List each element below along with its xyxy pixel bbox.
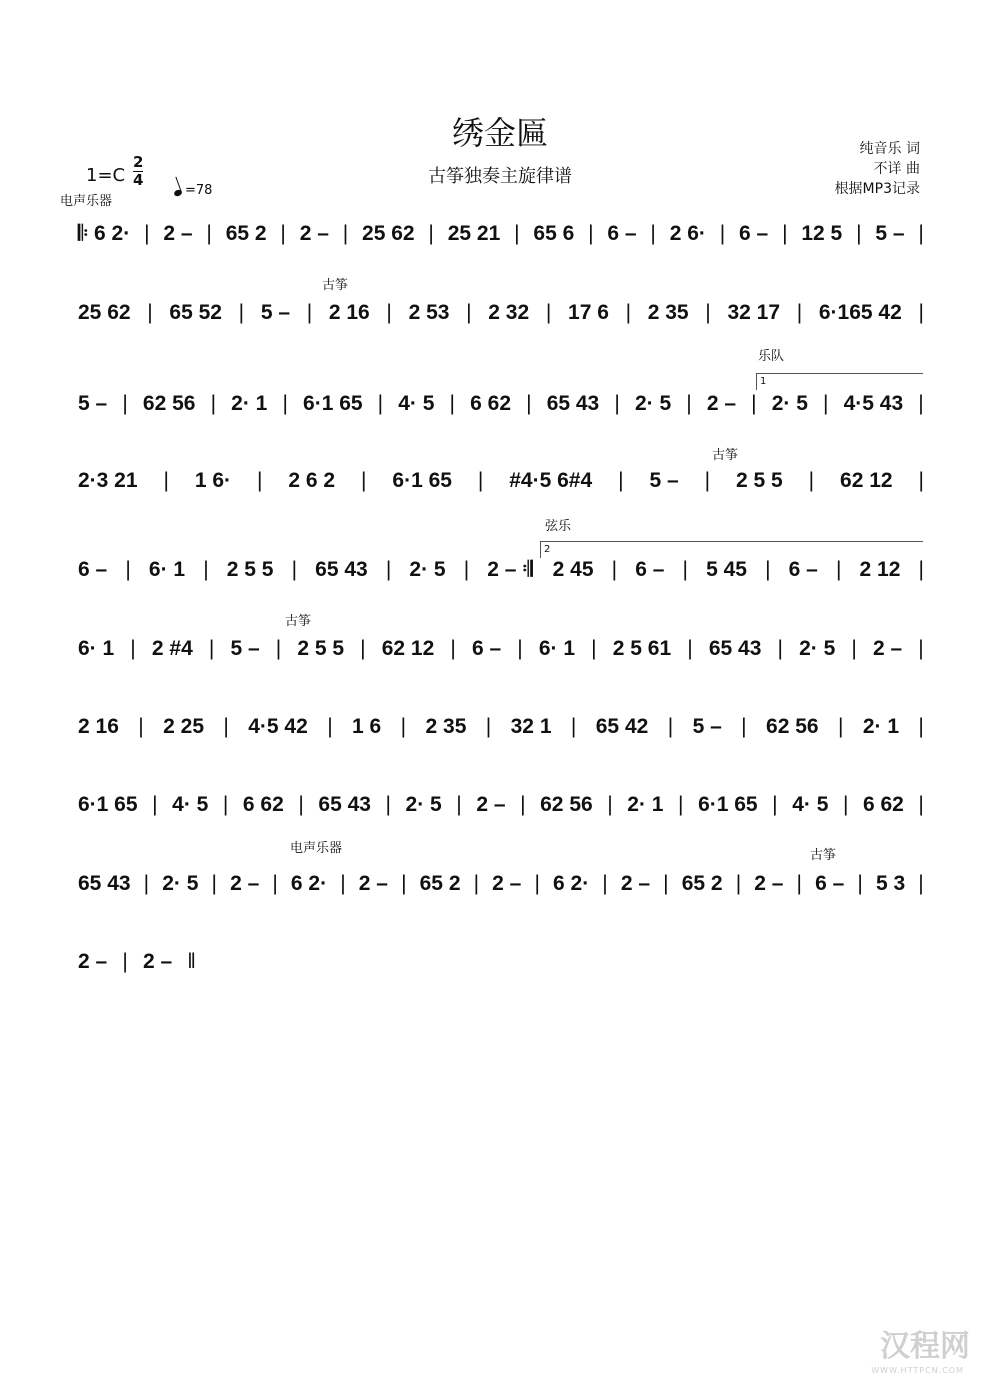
measure: 25 62 [362,222,415,245]
barline: ‖ [187,950,196,973]
measure: 6 – [788,558,818,581]
measure: 65 42 [595,715,649,738]
barline: | [588,222,594,245]
barline: | [517,637,523,660]
score-line [76,872,924,896]
barline: | [256,469,263,492]
measure: 65 43 [546,392,600,415]
watermark-url: WWW.HTTPCN.COM [871,1366,964,1375]
time-signature-bottom: 4 [133,171,144,189]
barline: | [385,558,392,581]
measure: 2 – [476,793,506,816]
barline: | [360,637,366,660]
barline: | [211,872,217,895]
measure: 6 – [739,222,769,245]
measure: 65 52 [169,301,222,324]
barline: | [918,637,924,660]
barline: | [125,558,131,581]
barline: | [591,637,597,660]
measure: 12 5 [801,222,843,245]
measure: 2 – [142,950,173,973]
score-line [76,392,924,416]
barline: | [222,793,229,816]
measure: 6 62 [242,793,284,816]
barline: | [686,392,692,415]
barline: | [361,469,367,492]
measure: 6 62 [470,392,511,415]
score-line [76,469,924,493]
measure: 4·5 42 [248,715,308,738]
measure: 5 – [260,301,291,324]
page-subtitle: 古筝独奏主旋律谱 [428,166,572,187]
measure: 2 35 [425,715,467,738]
barline: | [386,301,392,324]
measure: 6·1 65 [392,469,452,492]
measure: 2 5 5 [297,637,345,660]
measure: 2 45 [552,558,594,581]
measure: 17 6 [568,301,609,324]
measure: 65 2 [681,872,723,895]
measure: 65 2 [419,872,461,895]
barline: | [918,222,924,245]
measure: 2 35 [647,301,689,324]
measure: 6·165 42 [818,301,902,324]
measure: 6 – [635,558,665,581]
measure: 2 6 2 [288,469,336,492]
barline: | [473,872,480,895]
barline: | [143,872,150,895]
measure: 5 3 [875,872,906,895]
barline: | [401,872,407,895]
tempo-mark [174,183,212,198]
barline: | [918,558,924,581]
measure: 6· 1 [538,637,576,660]
measure: 6· 1 [78,637,115,660]
barline: | [823,392,829,415]
measure: 2 #4 [151,637,193,660]
volta-bracket-1 [756,373,923,390]
measure: 5 – [78,392,108,415]
measure: 6 – [607,222,637,245]
barline: | [428,222,434,245]
measure: 6·1 65 [698,793,758,816]
measure: 2· 1 [231,392,268,415]
measure: 6 62 [862,793,904,816]
instrument-label: 古筝 [285,614,312,629]
measure: 2· 1 [862,715,900,738]
measure: 2 16 [328,301,370,324]
instrument-label: 古筝 [810,848,837,863]
barline: | [238,301,245,324]
measure: 65 43 [708,637,762,660]
barline: | [607,793,613,816]
barline: | [450,637,456,660]
measure: 6 – [471,637,502,660]
measure: 6 – [815,872,845,895]
measure: 4·5 43 [843,392,904,415]
barline: | [377,392,384,415]
measure: 2 – [230,872,260,895]
barline: | [280,222,286,245]
transcription-credit: 根据MP3记录 [834,181,920,197]
barline: | [777,637,783,660]
barline: | [514,222,520,245]
measure: 2 – [299,222,329,245]
barline: | [918,469,924,492]
measure: 2 32 [488,301,530,324]
watermark-logo: 汉程网 [880,1329,970,1364]
measure: 65 43 [318,793,371,816]
measure: 65 43 [315,558,368,581]
composer-credit: 不详 曲 [873,161,920,177]
measure: 62 12 [840,469,893,492]
barline: | [842,793,849,816]
barline: | [782,222,788,245]
measure: 2· 5 [799,637,836,660]
barline: | [291,558,298,581]
barline: | [340,872,346,895]
volta-number: 2 [544,544,551,555]
barline: | [477,469,484,492]
barline: | [456,793,462,816]
barline: | [122,392,128,415]
page-title: 绣金匾 [451,114,548,152]
barline: | [520,793,526,816]
barline: | [138,715,144,738]
instrument-label: 乐队 [758,349,785,364]
measure: 2· 5 [409,558,446,581]
barline: | [741,715,747,738]
measure: 62 56 [540,793,593,816]
barline: | [857,872,863,895]
barline: | [772,793,778,816]
barline: | [625,301,632,324]
barline: | [663,872,669,895]
barline: | [918,715,924,738]
measure: 2· 1 [627,793,664,816]
barline: | [206,222,212,245]
barline: | [223,715,229,738]
measure: 5 45 [706,558,747,581]
measure: 2 53 [408,301,450,324]
measure: 2 12 [859,558,901,581]
measure: 5 – [692,715,722,738]
measure: 5 – [875,222,905,245]
instrument-label: 古筝 [322,278,349,293]
barline: | [534,872,540,895]
barline: | [687,637,693,660]
measure: 25 62 [78,301,131,324]
barline: | [678,793,684,816]
barline: | [602,872,608,895]
barline: | [130,637,136,660]
barline: | [618,469,624,492]
barline: | [751,392,757,415]
measure: 2·3 21 [78,469,138,492]
measure: 2 – [358,872,388,895]
measure: 2 5 5 [226,558,274,581]
barline: | [796,301,803,324]
barline: | [400,715,407,738]
measure: 𝄆 6 2· [78,222,131,245]
barline: | [837,715,844,738]
barline: | [526,392,532,415]
barline: | [545,301,552,324]
score-line [76,793,924,817]
barline: | [298,793,304,816]
volta-bracket-2 [540,541,923,558]
measure: 32 1 [510,715,552,738]
measure: 6·1 65 [303,392,363,415]
measure: 6 2· [290,872,328,895]
time-signature [133,154,143,189]
score-line [76,637,924,661]
barline: | [667,715,674,738]
measure: 2 5 5 [735,469,783,492]
instrument-label: 弦乐 [545,519,572,534]
barline: | [650,222,656,245]
barline: | [611,558,618,581]
barline: | [385,793,391,816]
measure: 4· 5 [172,793,209,816]
measure: #4·5 6#4 [509,469,593,492]
measure: 2 – [872,637,903,660]
measure: 2 5 61 [612,637,672,660]
measure: 4· 5 [792,793,829,816]
quarter-note-icon [173,189,183,197]
tempo-value: =78 [185,183,213,198]
measure: 5 – [649,469,679,492]
barline: | [796,872,803,895]
barline: | [765,558,771,581]
barline: | [735,872,742,895]
barline: | [719,222,726,245]
barline: | [306,301,313,324]
measure: 62 56 [142,392,196,415]
barline: | [342,222,349,245]
barline: | [203,558,209,581]
measure: 65 6 [533,222,575,245]
key-signature: 1=C [86,165,126,186]
score-line [76,558,924,582]
barline: | [918,793,924,816]
barline: | [856,222,862,245]
barline: | [704,469,711,492]
barline: | [449,392,456,415]
measure: 2 – [754,872,784,895]
measure: 2 16 [78,715,119,738]
barline: | [808,469,815,492]
barline: | [463,558,470,581]
volta-number: 1 [760,376,767,387]
barline: | [485,715,492,738]
barline: | [147,301,153,324]
measure: 65 43 [78,872,131,895]
measure: 6· 1 [148,558,186,581]
measure: 2· 5 [771,392,808,415]
measure: 2 – 𝄇 [487,558,533,581]
measure: 2· 5 [405,793,442,816]
measure: 1 6· [194,469,232,492]
barline: | [152,793,158,816]
lyricist-credit: 纯音乐 词 [859,141,920,157]
measure: 32 17 [727,301,781,324]
barline: | [272,872,278,895]
barline: | [918,301,924,324]
measure: 2 – [492,872,522,895]
measure: 2 25 [163,715,204,738]
measure: 2 – [706,392,737,415]
barline: | [851,637,857,660]
measure: 6 2· [553,872,590,895]
barline: | [682,558,688,581]
instrument-label: 电声乐器 [290,841,343,856]
measure: 1 6 [352,715,382,738]
measure: 62 56 [766,715,819,738]
time-signature-top: 2 [133,153,144,171]
barline: | [210,392,217,415]
score-line [76,950,196,974]
barline: | [122,950,128,973]
measure: 2 – [78,950,108,973]
barline: | [835,558,842,581]
measure: 2· 5 [162,872,199,895]
measure: 5 – [230,637,260,660]
instrument-label: 古筝 [712,448,739,463]
score-line [76,715,924,739]
barline: | [918,392,924,415]
measure: 2 – [620,872,651,895]
barline: | [282,392,288,415]
barline: | [163,469,169,492]
barline: | [327,715,333,738]
measure: 2 6· [669,222,706,245]
barline: | [570,715,577,738]
barline: | [275,637,282,660]
measure: 2· 5 [634,392,672,415]
barline: | [208,637,215,660]
barline: | [466,301,472,324]
measure: 2 – [163,222,193,245]
score-line [76,222,924,246]
measure: 62 12 [381,637,435,660]
score-line [76,301,924,325]
measure: 65 2 [225,222,267,245]
measure: 6 – [78,558,108,581]
barline: | [918,872,924,895]
measure: 25 21 [447,222,501,245]
barline: | [705,301,711,324]
measure: 6·1 65 [78,793,138,816]
instrument-label: 电声乐器 [60,194,113,209]
measure: 4· 5 [398,392,435,415]
barline: | [144,222,150,245]
barline: | [614,392,620,415]
